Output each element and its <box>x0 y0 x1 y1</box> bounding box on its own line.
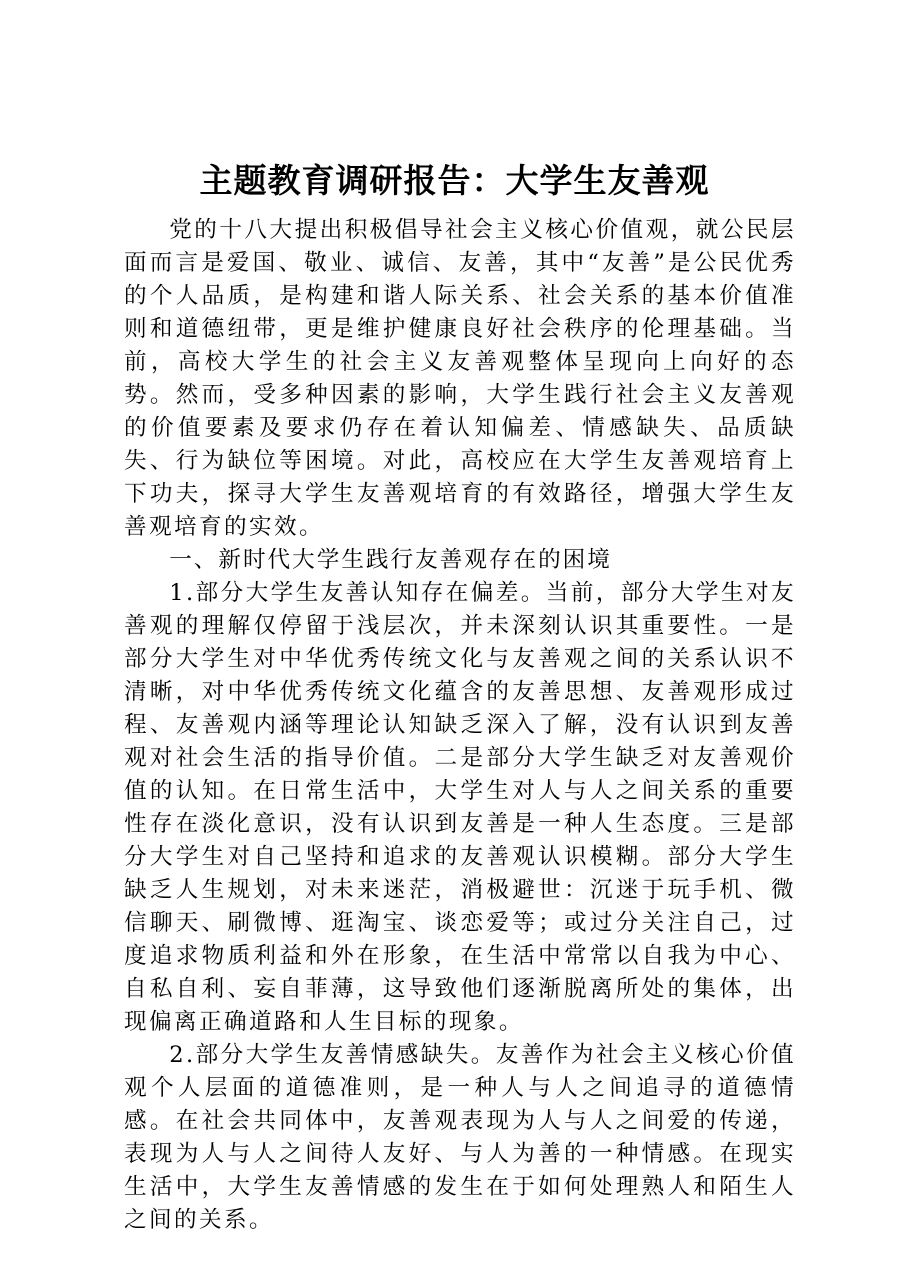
document-body <box>124 214 796 1237</box>
section-item-1: 1.部分大学生友善认知存在偏差。当前，部分大学生对友善观的理解仅停留于浅层次，并未深刻认识其重要性。一是部分大学生对中华优秀传统文化与友善观之间的关系认识不清晰，对中华优秀传统文化蕴含的友善思想、友善观形成过程、友善观内涵等理论认知缺乏深入了解，没有认识到友善观对社会生活的指导价值。二是部分大学生缺乏对友善观价值的认知。在日常生活中，大学生对人与人之间关系的重要性存在淡化意识，没有认识到友善是一种人生态度。三是部分大学生对自己坚持和追求的友善观认识模糊。部分大学生缺乏人生规划，对未来迷茫，消极避世：沉迷于玩手机、微信聊天、刷微博、逛淘宝、谈恋爱等；或过分关注自己，过度追求物质利益和外在形象，在生活中常常以自我为中心、自私自利、妄自菲薄，这导致他们逐渐脱离所处的集体，出现偏离正确道路和人生目标的现象。 <box>124 580 796 1035</box>
document-title: 主题教育调研报告：大学生友善观 <box>199 161 710 200</box>
section-item-2: 2.部分大学生友善情感缺失。友善作为社会主义核心价值观个人层面的道德准则，是一种人与人之间追寻的道德情感。在社会共同体中，友善观表现为人与人之间爱的传递，表现为人与人之间待人友好、与人为善的一种情感。在现实生活中，大学生友善情感的发生在于如何处理熟人和陌生人之间的关系。 <box>124 1042 796 1233</box>
section-heading: 一、新时代大学生践行友善观存在的困境 <box>169 547 612 573</box>
intro-paragraph: 党的十八大提出积极倡导社会主义核心价值观，就公民层面而言是爱国、敬业、诚信、友善，其中“友善”是公民优秀的个人品质，是构建和谐人际关系、社会关系的基本价值准则和道德纽带，更是维护健康良好社会秩序的伦理基础。当前，高校大学生的社会主义友善观整体呈现向上向好的态势。然而，受多种因素的影响，大学生践行社会主义友善观的价值要素及要求仍存在着认知偏差、情感缺失、品质缺失、行为缺位等困境。对此，高校应在大学生友善观培育上下功夫，探寻大学生友善观培育的有效路径，增强大学生友善观培育的实效。 <box>124 217 796 540</box>
